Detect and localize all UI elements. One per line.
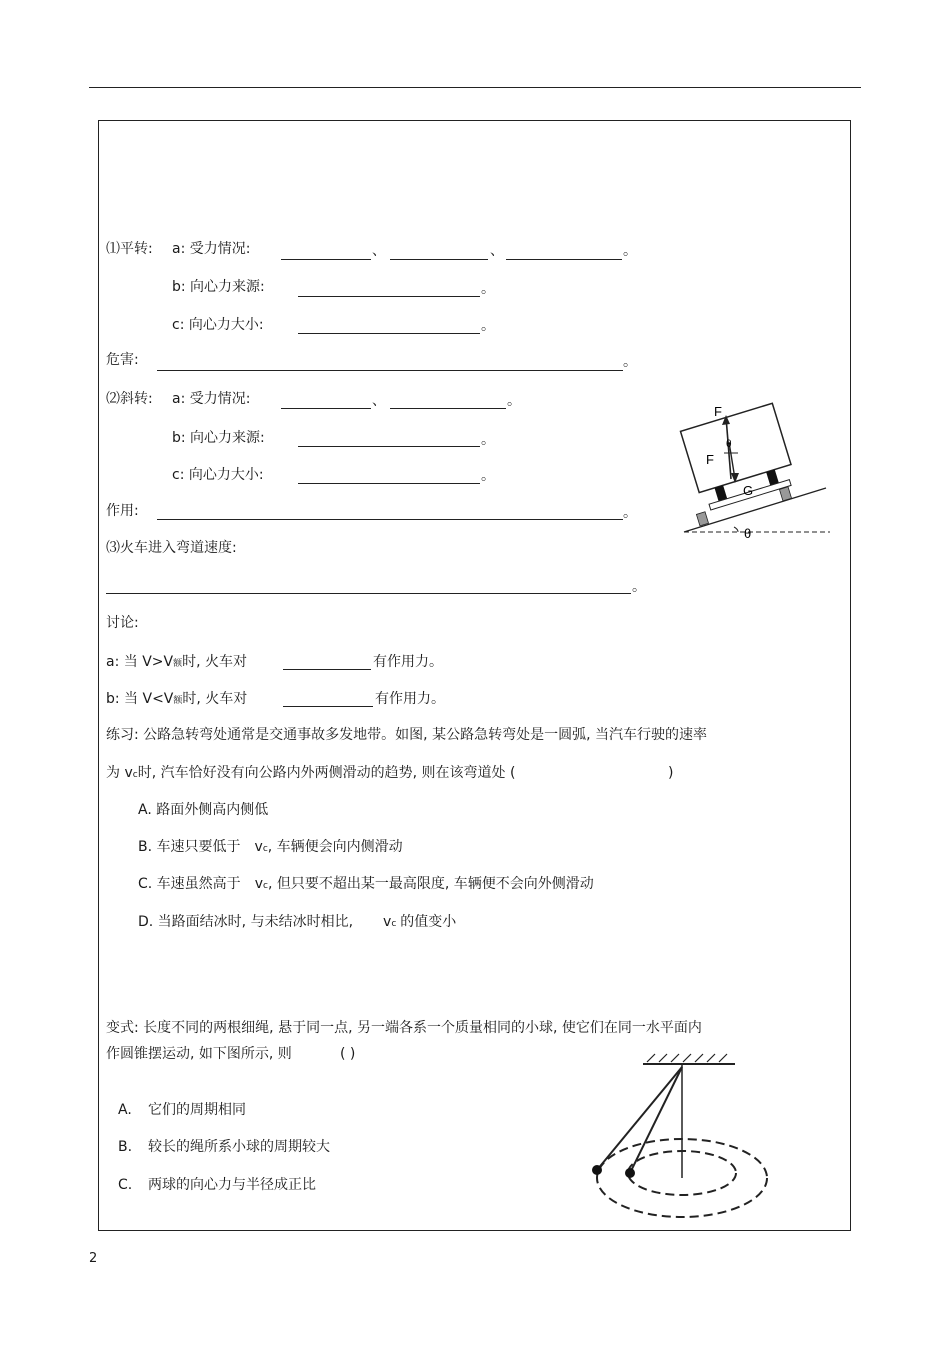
variant-line-2: 作圆锥摆运动, 如下图所示, 则 [106,1046,292,1062]
svg-text:F: F [706,452,714,467]
blank-line [283,669,371,670]
header-rule [89,87,861,88]
period: 。 [623,243,637,259]
blank-line [106,593,631,594]
blank-line [390,408,506,409]
case-a-suffix: 有作用力。 [373,654,443,670]
exercise-line-2: 为 vc时, 汽车恰好没有向公路内外两侧滑动的趋势, 则在该弯道处 ( [106,765,516,781]
conical-pendulum-diagram [585,1052,785,1222]
blank-line [283,706,373,707]
effect-label: 作用: [106,503,139,519]
variant-option-c-label: C. [118,1177,133,1193]
separator: 、 [372,243,386,259]
option-c: C. 车速虽然高于 vc, 但只要不超出某一最高限度, 车辆便不会向外侧滑动 [138,876,594,892]
inner-ball [625,1168,635,1178]
case-b: b: 当 V<V额时, 火车对 [106,691,248,707]
centripetal-magnitude-label: c: 向心力大小: [172,317,264,333]
case-b-suffix: 有作用力。 [375,691,445,707]
period: 。 [507,393,521,409]
page-number: 2 [89,1251,98,1266]
variant-line-1: 变式: 长度不同的两根细绳, 悬于同一点, 另一端各系一个质量相同的小球, 使它们在同一水平面内 [106,1020,702,1036]
flat-turn-label: ⑴平转: [106,241,153,257]
train-incline-diagram [668,395,840,545]
force-analysis-label: a: 受力情况: [172,241,251,257]
outer-ball [592,1165,602,1175]
period: 。 [632,579,646,595]
svg-text:θ: θ [726,439,732,450]
force-analysis-label: a: 受力情况: [172,391,251,407]
centripetal-source-label: b: 向心力来源: [172,430,265,446]
rail-block [696,512,708,526]
train-car [680,403,796,511]
blank-line [157,370,623,371]
variant-option-a-label: A. [118,1102,132,1118]
train-speed-label: ⑶火车进入弯道速度: [106,540,237,556]
period: 。 [481,281,495,297]
period: 。 [623,354,637,370]
variant-option-a: 它们的周期相同 [148,1102,246,1118]
option-a: A. 路面外侧高内侧低 [138,802,269,818]
svg-text:G: G [743,483,754,498]
answer-paren-close: ) [668,765,674,781]
blank-line [298,483,480,484]
option-b: B. 车速只要低于 vc, 车辆便会向内侧滑动 [138,839,403,855]
blank-line [298,333,480,334]
blank-line [506,259,622,260]
case-a: a: 当 V>V额时, 火车对 [106,654,248,670]
period: 。 [481,318,495,334]
separator: 、 [372,393,386,409]
variant-option-c: 两球的向心力与半径成正比 [148,1177,316,1193]
variant-option-b: 较长的绳所系小球的周期较大 [148,1139,330,1155]
exercise-line-1: 练习: 公路急转弯处通常是交通事故多发地带。如图, 某公路急转弯处是一圆弧, 当汽车行驶的速率 [106,727,707,743]
svg-text:F: F [714,404,722,419]
tilt-turn-label: ⑵斜转: [106,391,153,407]
variant-option-b-label: B. [118,1139,133,1155]
discussion-label: 讨论: [106,615,139,631]
ceiling-hatching [647,1054,727,1062]
blank-line [298,296,480,297]
centripetal-magnitude-label: c: 向心力大小: [172,467,264,483]
option-d: D. 当路面结冰时, 与未结冰时相比, vc 的值变小 [138,914,457,930]
separator: 、 [490,243,504,259]
centripetal-source-label: b: 向心力来源: [172,279,265,295]
blank-line [390,259,488,260]
variant-answer-paren: ( ) [340,1046,356,1062]
period: 。 [623,505,637,521]
svg-text:θ: θ [744,526,752,541]
period: 。 [481,468,495,484]
blank-line [281,259,371,260]
blank-line [298,446,480,447]
blank-line [157,519,623,520]
danger-label: 危害: [106,352,139,368]
period: 。 [481,432,495,448]
blank-line [281,408,371,409]
